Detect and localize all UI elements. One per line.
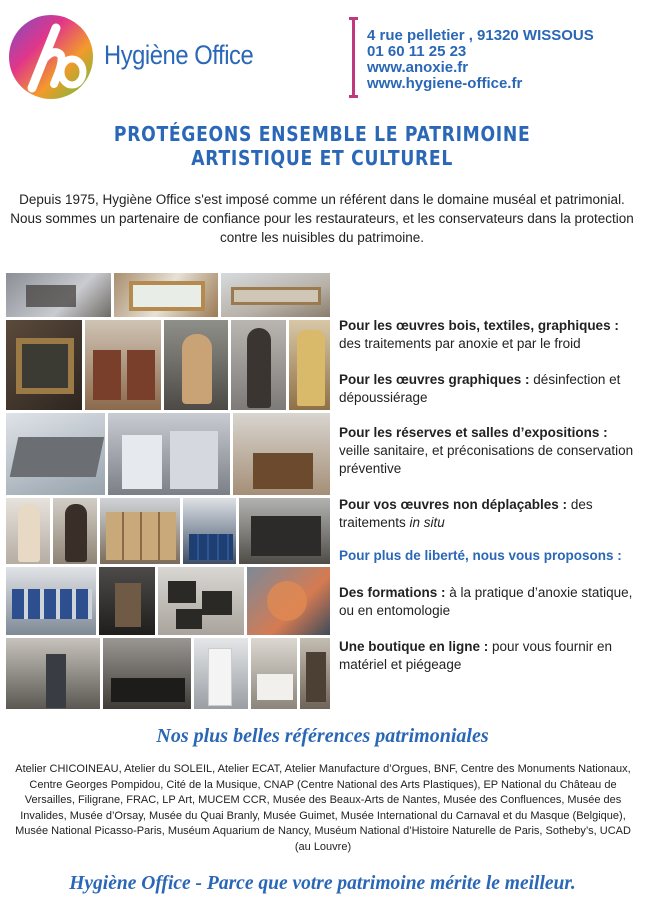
gallery-photo	[5, 272, 112, 318]
intro-paragraph: Depuis 1975, Hygiène Office s'est imposé comme un référent dans le domaine muséal et patrimonial. Nous sommes un partenaire de confiance pour les restaurateurs, et les conservateurs dans la protection contre les nuisibles du patrimoine.	[10, 192, 634, 245]
service-description: des traitements par anoxie et par le froid	[339, 336, 581, 351]
gallery-photo	[182, 497, 237, 565]
service-title: Une boutique en ligne :	[339, 639, 489, 654]
gallery-photo	[163, 319, 229, 411]
gallery-photo	[238, 497, 331, 565]
gallery-photo	[52, 497, 98, 565]
gallery-photo	[230, 319, 287, 411]
service-description-italic: in situ	[409, 515, 445, 530]
website-anoxie-link[interactable]: www.anoxie.fr	[367, 59, 469, 76]
brand-name: Hygiène Office	[104, 40, 254, 70]
contact-divider	[352, 17, 355, 98]
hygiene-office-logo	[8, 14, 94, 100]
service-description: désinfection et dépoussiérage	[339, 372, 621, 405]
gallery-photo	[5, 319, 83, 411]
service-item	[339, 317, 641, 353]
service-item	[339, 496, 641, 532]
service-offer-heading: Pour plus de liberté, nous vous proposons :	[339, 548, 622, 563]
gallery-photo	[102, 637, 192, 710]
address: 4 rue pelletier , 91320 WISSOUS	[367, 27, 594, 44]
gallery-photo	[299, 637, 331, 710]
headline	[45, 122, 600, 170]
gallery-photo	[193, 637, 249, 710]
service-item	[339, 424, 641, 478]
gallery-photo	[232, 412, 331, 496]
gallery-photo	[113, 272, 219, 318]
gallery-photo	[220, 272, 331, 318]
headline-line-1: PROTÉGEONS ENSEMBLE LE PATRIMOINE	[113, 122, 531, 146]
service-item	[339, 371, 641, 407]
header	[0, 0, 645, 110]
contact-block	[367, 28, 594, 92]
gallery-photo	[250, 637, 298, 710]
service-description: des traitements	[339, 497, 593, 530]
website-hygiene-office-link[interactable]: www.hygiene-office.fr	[367, 75, 523, 92]
service-title: Des formations :	[339, 585, 446, 600]
service-description: veille sanitaire, et préconisations de conservation préventive	[339, 443, 634, 476]
references-title: Nos plus belles références patrimoniales	[156, 725, 489, 747]
service-title: Pour vos œuvres non déplaçables :	[339, 497, 568, 512]
footer-tagline: Hygiène Office - Parce que votre patrimoine mérite le meilleur.	[69, 873, 576, 894]
service-item	[339, 638, 641, 674]
service-description: pour vous fournir en matériel et piégeage	[339, 639, 613, 672]
gallery-photo	[98, 566, 156, 636]
photo-gallery	[5, 272, 331, 710]
gallery-photo	[5, 497, 51, 565]
gallery-photo	[288, 319, 331, 411]
gallery-photo	[157, 566, 245, 636]
gallery-photo	[84, 319, 162, 411]
gallery-photo	[5, 566, 97, 636]
service-title: Pour les œuvres bois, textiles, graphiques :	[339, 318, 619, 333]
headline-line-2: ARTISTIQUE ET CULTUREL	[191, 146, 454, 170]
gallery-photo	[246, 566, 331, 636]
gallery-photo	[107, 412, 231, 496]
phone: 01 60 11 25 23	[367, 43, 467, 60]
service-title: Pour les œuvres graphiques :	[339, 372, 530, 387]
service-item	[339, 584, 641, 620]
references-list: Atelier CHICOINEAU, Atelier du SOLEIL, Atelier ECAT, Atelier Manufacture d’Orgues, BNF, Centre des Monuments Nationaux, Centre Georges Pompidou, Cité de la Musique, CNAP (Centre National des Arts Plastiques), EP National du Château de Versailles, Filigrane, FRAC, LP Art, MUCEM CCR, Musée des Beaux-Arts de Nantes, Musée des Confluences, Musée des Invalides, Musée d’Orsay, Musée du Quai Branly, Musée Guimet, Musée International du Carnaval et du Masque (Belgique), Musée National Picasso-Paris, Muséum Aquarium de Nancy, Muséum National d’Histoire Naturelle de Paris, Sotheby’s, UCAD (au Louvre)	[15, 763, 631, 853]
gallery-photo	[5, 412, 106, 496]
service-title: Pour les réserves et salles d’expositions :	[339, 425, 608, 440]
service-description: à la pratique d’anoxie statique, ou en entomologie	[339, 585, 633, 618]
gallery-photo	[99, 497, 181, 565]
gallery-photo	[5, 637, 101, 710]
